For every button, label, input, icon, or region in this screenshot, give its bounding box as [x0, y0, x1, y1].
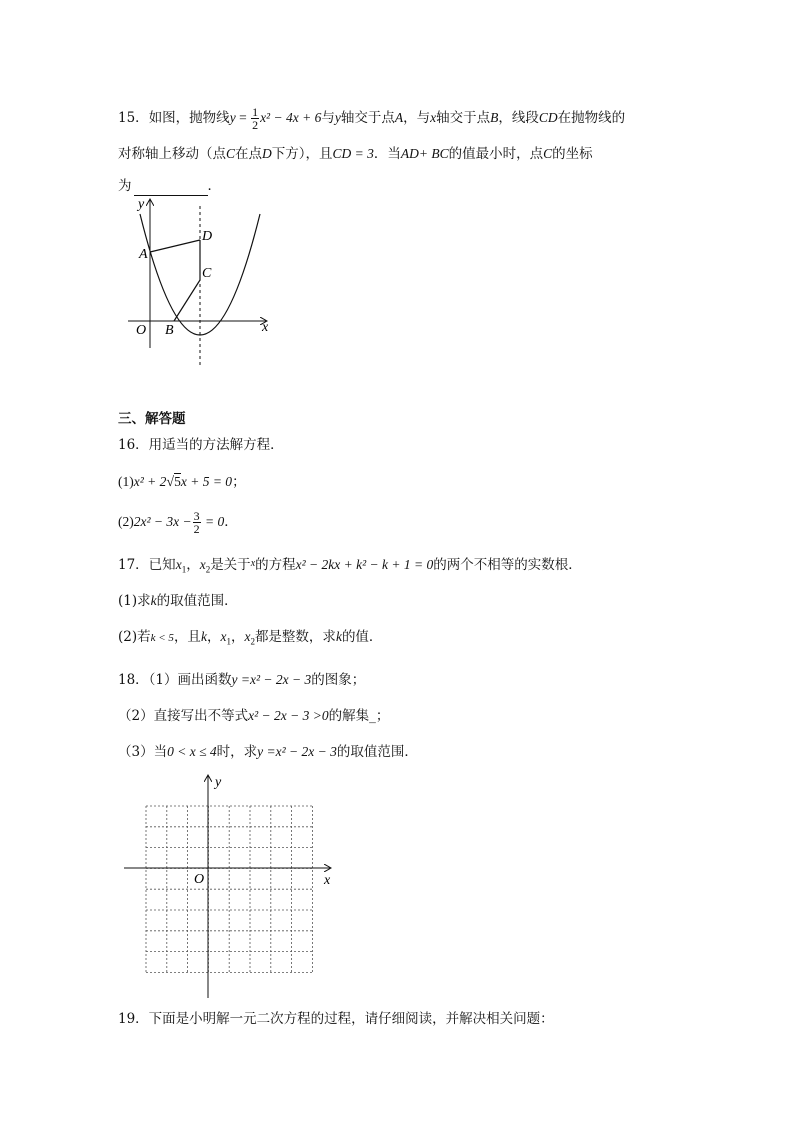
- text: ；: [232, 474, 246, 490]
- frac-num: 1: [252, 105, 259, 119]
- math: y =x² − 2x − 3: [231, 672, 312, 687]
- text: （3）当: [118, 744, 168, 760]
- subscript: 2: [205, 564, 211, 575]
- math: x: [175, 557, 182, 572]
- text: ，: [206, 629, 221, 645]
- text: （2）直接写出不等式: [118, 708, 249, 724]
- text: 19．下面是小明解一元二次方程的过程，请仔细阅读，并解决相关问题：: [118, 1011, 554, 1027]
- fraction: [193, 510, 201, 535]
- grid-lines: [146, 806, 312, 972]
- text: ，: [230, 629, 245, 645]
- math: x: [430, 110, 437, 125]
- text: 下方），且: [271, 146, 333, 162]
- math: k: [200, 629, 207, 644]
- text: 都是整数，求: [254, 629, 336, 645]
- label-A: A: [139, 247, 148, 262]
- math: y =x² − 2x − 3: [257, 744, 337, 759]
- text: 在抛物线的: [557, 110, 626, 126]
- math: 0 < x ≤ 4: [167, 744, 217, 759]
- text: 18．（1）画出函数: [118, 672, 232, 688]
- text: ，且: [173, 629, 201, 645]
- label-y: y: [138, 197, 145, 212]
- math: x² − 2kx + k² − k + 1 = 0: [295, 557, 434, 572]
- q16-part2: [118, 510, 238, 535]
- text: 的取值范围．: [336, 744, 418, 760]
- label-O: O: [194, 872, 205, 887]
- text: 时，求: [216, 744, 258, 760]
- q16-part1: [118, 472, 246, 493]
- text: 与: [321, 110, 335, 126]
- q16-stem: [118, 435, 284, 455]
- text: (1)求: [118, 593, 151, 609]
- math: x² + 2: [133, 474, 167, 489]
- math: k < 5: [150, 632, 174, 644]
- math: y: [334, 110, 341, 125]
- label-C: C: [202, 266, 212, 281]
- part-label: (2): [118, 514, 134, 529]
- math: C: [226, 146, 236, 161]
- subscript: 1: [181, 564, 187, 575]
- frac-den: 2: [252, 118, 259, 132]
- section-title: 三、解答题: [118, 411, 186, 427]
- text: 轴交于点: [436, 110, 491, 126]
- subscript: 1: [226, 636, 231, 647]
- text: ．: [207, 178, 221, 194]
- text: 的值．: [341, 629, 383, 645]
- label-O: O: [136, 323, 147, 338]
- math: y: [229, 110, 236, 125]
- question-number: 15．: [118, 110, 149, 126]
- text: 的图象；: [311, 672, 366, 688]
- q17-part1: [118, 591, 238, 611]
- math: C: [543, 146, 553, 161]
- text: 轴交于点: [340, 110, 395, 126]
- math: 5: [174, 474, 181, 489]
- text: 的两个不相等的实数根．: [433, 557, 582, 573]
- math: k: [150, 593, 157, 608]
- text: 的坐标: [552, 146, 593, 162]
- q15-line2: [118, 144, 593, 164]
- fraction: [251, 106, 259, 131]
- math: CD: [538, 110, 558, 125]
- math: B: [490, 110, 499, 125]
- q18-part2: [118, 706, 389, 726]
- text: 为: [118, 178, 132, 194]
- math: x: [199, 557, 206, 572]
- q18-part3: [118, 742, 418, 762]
- text: 如图，抛物线: [148, 110, 230, 126]
- sqrt-sign: √: [166, 475, 175, 490]
- text: 在点: [235, 146, 263, 162]
- text: 的解集_；: [328, 708, 390, 724]
- math: 2x² − 3x −: [133, 514, 192, 529]
- answer-blank[interactable]: [134, 181, 208, 196]
- text: ，与: [403, 110, 431, 126]
- frac-den: 2: [193, 522, 200, 536]
- text: 的值最小时，点: [448, 146, 544, 162]
- text: ．: [224, 514, 238, 530]
- frac-num: 3: [193, 509, 200, 523]
- label-y: y: [215, 775, 222, 790]
- text: 是关于: [210, 557, 251, 573]
- part-label: (1): [118, 474, 134, 489]
- math: x² − 4x + 6: [260, 110, 322, 125]
- label-D: D: [202, 229, 213, 244]
- math: x: [220, 629, 227, 644]
- section-heading: [118, 409, 186, 429]
- math: x² − 2x − 3 >0: [248, 708, 329, 723]
- text: ．当: [373, 146, 401, 162]
- coordinate-grid: [118, 772, 340, 1002]
- text: 的取值范围．: [156, 593, 238, 609]
- label-x: x: [324, 873, 331, 888]
- label-B: B: [165, 323, 174, 338]
- text: ，线段: [498, 110, 539, 126]
- math: CD = 3: [332, 146, 374, 161]
- text: 17．已知: [118, 557, 176, 573]
- text: 对称轴上移动（点: [118, 146, 226, 162]
- math: A: [394, 110, 404, 125]
- subscript: 2: [250, 636, 255, 647]
- math: = 0: [201, 514, 225, 529]
- q15-line1: [118, 106, 625, 131]
- math: k: [335, 629, 342, 644]
- q18-part1: [118, 670, 365, 690]
- text: (2)若: [118, 629, 151, 645]
- label-x: x: [262, 320, 269, 335]
- text: 的方程: [255, 557, 296, 573]
- math: =: [235, 110, 251, 125]
- q15-line3: [118, 176, 221, 196]
- q17-stem: [118, 554, 582, 580]
- math: x: [250, 558, 256, 569]
- math: AD+ BC: [400, 146, 449, 161]
- q19-stem: [118, 1009, 554, 1029]
- math: x + 5 = 0: [180, 474, 233, 489]
- math: x: [244, 629, 251, 644]
- math: D: [262, 146, 272, 161]
- segment-AD: [150, 240, 200, 252]
- text: ，: [186, 557, 200, 573]
- segment-BC: [174, 280, 200, 321]
- text: 16．用适当的方法解方程．: [118, 437, 284, 453]
- q17-part2: [118, 627, 382, 652]
- parabola-figure: [128, 196, 288, 368]
